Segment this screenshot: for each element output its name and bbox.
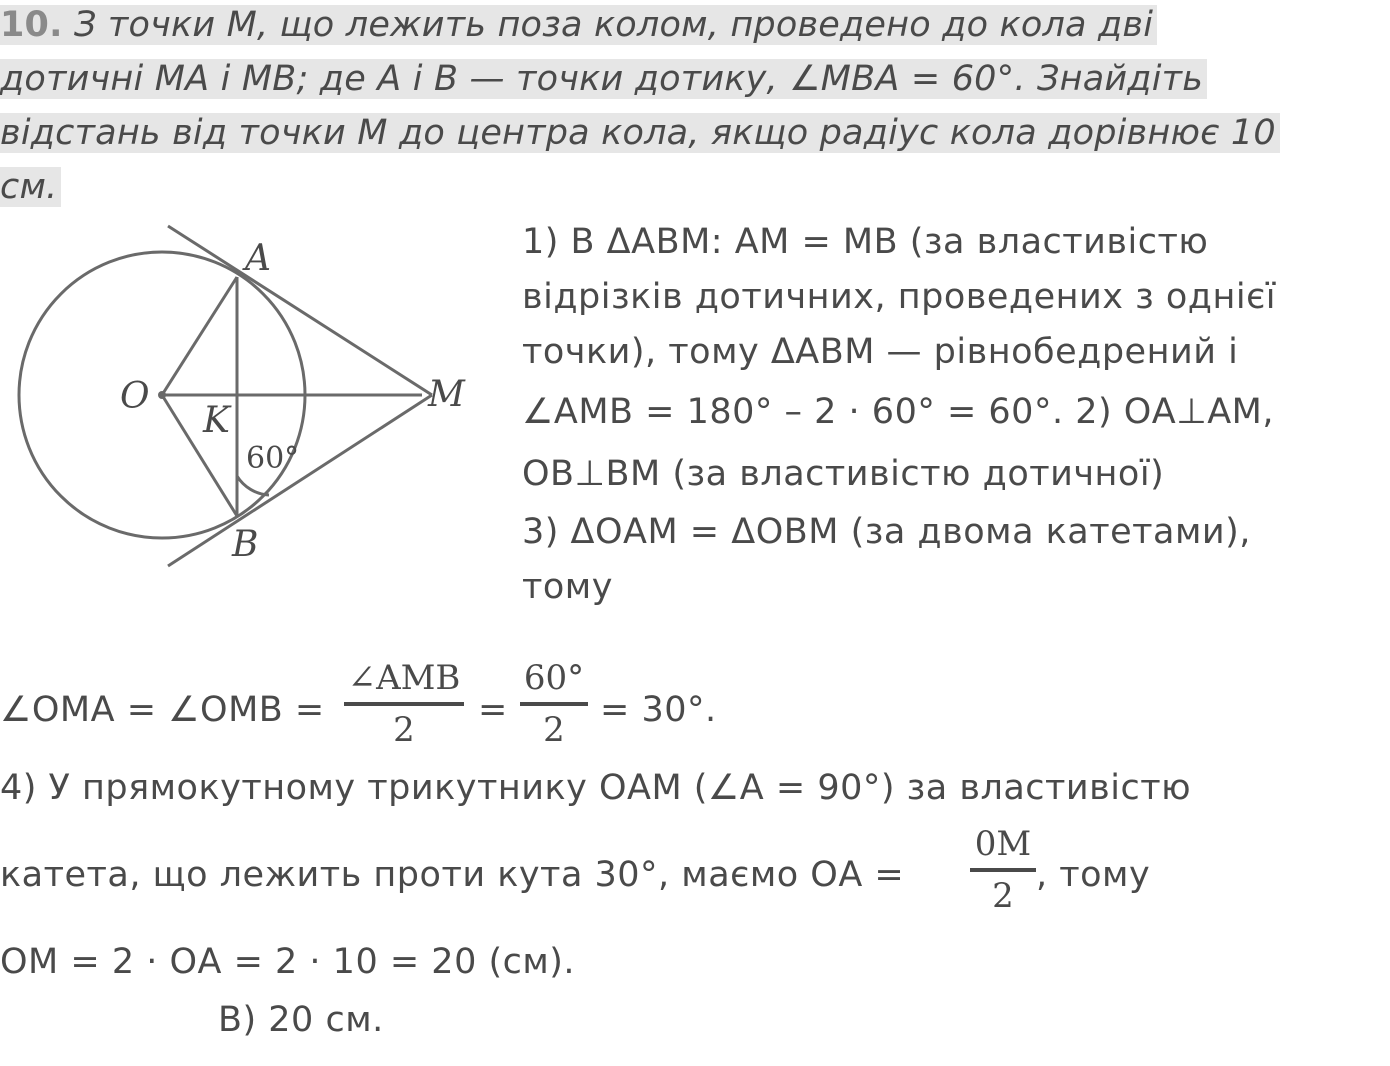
- label-b: B: [232, 524, 259, 565]
- geometry-diagram: [0, 212, 500, 582]
- label-angle-60: 60°: [246, 441, 300, 476]
- eq1-fraction-1: [344, 656, 464, 752]
- eq1-frac1-bar: [344, 702, 464, 706]
- eq1-equals: =: [478, 690, 508, 730]
- step2-line: ОВ⊥ВМ (за властивістю дотичної): [522, 454, 1165, 494]
- tangent-ma: [168, 226, 432, 395]
- problem-line-2: [0, 54, 1207, 104]
- problem-text-2: дотичні МА і МВ; де А і В — точки дотику, ∠МВА = 60°. Знайдіть: [0, 59, 1207, 99]
- label-k: K: [203, 400, 230, 441]
- step1-line1: 1) В ΔАВМ: АМ = МВ (за властивістю: [522, 222, 1209, 262]
- eq1-right: = 30°.: [600, 690, 717, 730]
- step3-line2: тому: [522, 567, 613, 607]
- eq1-frac1-numerator: ∠AMB: [347, 658, 461, 698]
- problem-number: 10.: [0, 5, 63, 45]
- step4-frac-denominator: 2: [992, 876, 1014, 916]
- step1-line3: точки), тому ΔАВМ — рівнобедрений і: [522, 332, 1239, 372]
- final-equation: ОМ = 2 · ОА = 2 · 10 = 20 (см).: [0, 942, 576, 982]
- step1-line4: ∠АМВ = 180° – 2 · 60° = 60°. 2) ОА⊥АМ,: [522, 392, 1275, 432]
- step3-line1: 3) ΔОАМ = ΔОВМ (за двома катетами),: [522, 512, 1251, 552]
- radius-oa: [162, 277, 237, 395]
- label-o: O: [120, 376, 150, 417]
- problem-text-4: см.: [0, 167, 61, 207]
- problem-line-1: [0, 0, 1157, 50]
- step4-fraction: [970, 822, 1036, 918]
- eq1-fraction-2: [520, 656, 588, 752]
- problem-text-3: відстань від точки М до центра кола, якщо радіус кола дорівнює 10: [0, 113, 1280, 153]
- eq1-frac2-numerator: 60°: [523, 658, 585, 698]
- problem-line-3: [0, 108, 1280, 158]
- step4-frac-numerator: 0M: [974, 824, 1032, 864]
- problem-text-1: З точки М, що лежить поза колом, проведено до кола дві: [73, 5, 1154, 45]
- eq1-frac2-denominator: 2: [543, 710, 565, 750]
- problem-line-4: [0, 162, 61, 212]
- label-a: A: [245, 238, 271, 279]
- answer: В) 20 см.: [218, 1000, 384, 1040]
- step1-line2: відрізків дотичних, проведених з однієї: [522, 277, 1277, 317]
- eq1-frac2-bar: [520, 702, 588, 706]
- angle-arc: [237, 476, 269, 495]
- eq1-frac1-denominator: 2: [393, 710, 415, 750]
- diagram-svg: [0, 212, 500, 582]
- step4-line2-right: , тому: [1036, 855, 1151, 895]
- label-m: M: [428, 374, 465, 415]
- step4-line2-left: катета, що лежить проти кута 30°, маємо ОА =: [0, 855, 905, 895]
- eq1-left: ∠OMA = ∠OMB =: [0, 690, 325, 730]
- center-point: [158, 391, 166, 399]
- step4-frac-bar: [970, 868, 1036, 872]
- step4-line1: 4) У прямокутному трикутнику ОАМ (∠А = 90°) за властивістю: [0, 768, 1192, 808]
